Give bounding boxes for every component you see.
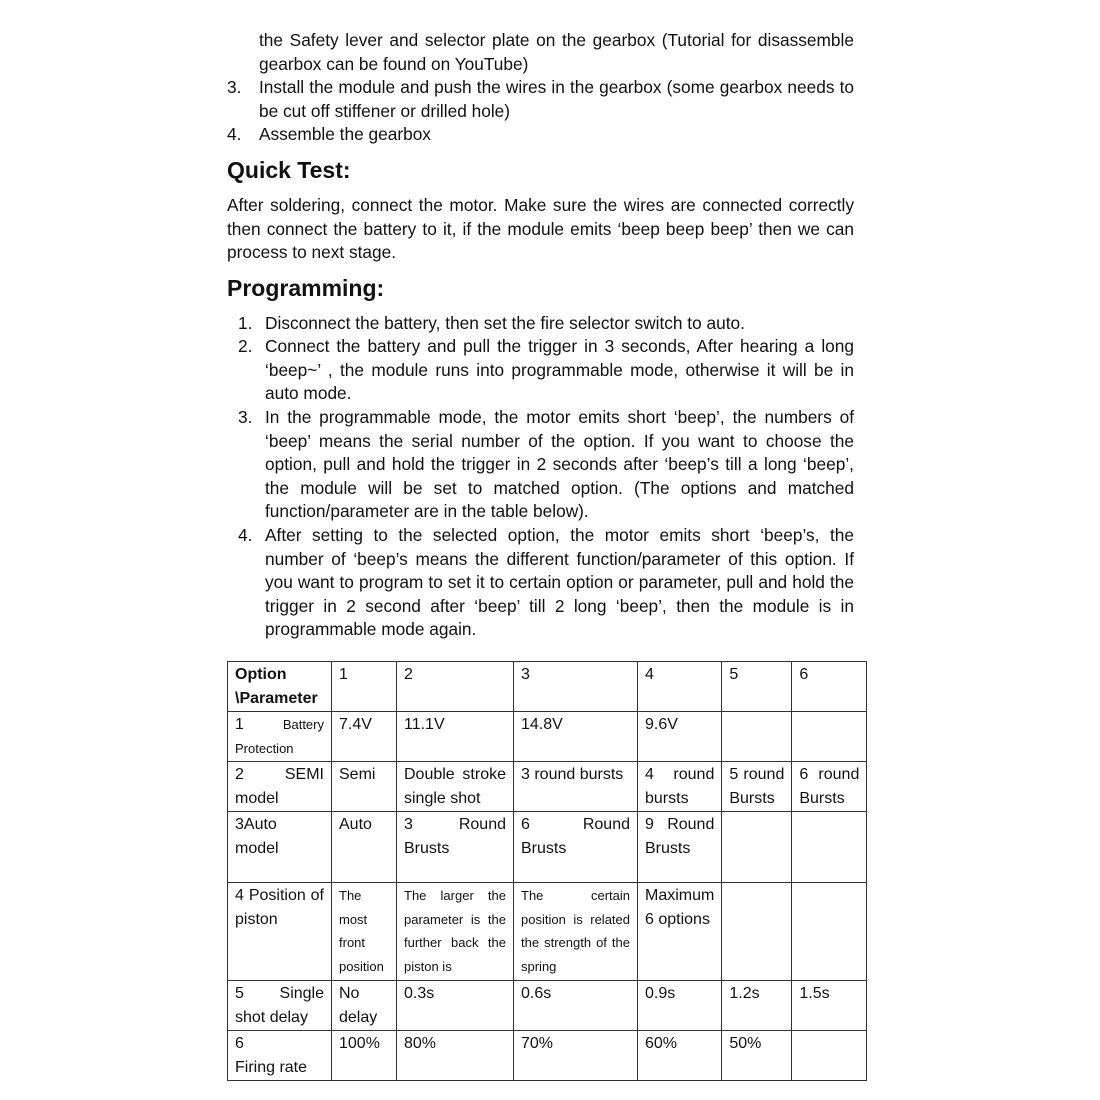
table-cell: 100% (332, 1031, 397, 1081)
table-cell: 0.9s (638, 981, 722, 1031)
option-cell (228, 762, 332, 812)
option-number: 6 (235, 1035, 244, 1052)
option-cell (228, 1031, 332, 1081)
table-cell: The most front position (332, 883, 397, 981)
table-cell (792, 712, 867, 762)
list-number: 2. (238, 336, 253, 356)
table-cell: Auto (332, 812, 397, 883)
header-cell: 1 (332, 662, 397, 712)
list-number: 4. (238, 525, 253, 545)
list-text: Install the module and push the wires in the gearbox (some gearbox needs to be cut off stiffener or drilled hole) (259, 77, 854, 121)
option-cell (228, 981, 332, 1031)
table-cell: 5 round Bursts (722, 762, 792, 812)
list-number: 3. (227, 77, 242, 97)
table-cell: 0.3s (397, 981, 514, 1031)
option-number: 1 (235, 716, 244, 733)
header-cell: Option \Parameter (228, 662, 332, 712)
option-label: Battery Protection (235, 717, 324, 756)
table-cell (722, 883, 792, 981)
list-text: Connect the battery and pull the trigger in 3 seconds, After hearing a long ‘beep~’ , the module runs into programmable mode, otherwise it will be in auto mode. (265, 336, 854, 403)
table-cell: 3 Round Brusts (397, 812, 514, 883)
table-cell: Double stroke single shot (397, 762, 514, 812)
quick-test-heading: Quick Test: (227, 157, 351, 183)
option-label: Position of piston (235, 887, 324, 928)
table-cell: The larger the parameter is the further back the piston is (397, 883, 514, 981)
table-cell (792, 812, 867, 883)
option-label: model (235, 839, 279, 857)
table-row (228, 812, 867, 883)
option-number: 2 (235, 766, 244, 783)
table-cell: 3 round bursts (514, 762, 638, 812)
table-cell (722, 712, 792, 762)
table-cell: 11.1V (397, 712, 514, 762)
list-item (227, 123, 854, 147)
table-cell (722, 812, 792, 883)
table-cell: 1.5s (792, 981, 867, 1031)
option-label: SEMI model (235, 766, 324, 807)
option-number: 4 (235, 887, 244, 904)
table-cell: Semi (332, 762, 397, 812)
table-cell: 1.2s (722, 981, 792, 1031)
header-cell: 2 (397, 662, 514, 712)
quick-test-body: After soldering, connect the motor. Make sure the wires are connected correctly then connect the battery to it, if the module emits ‘beep beep beep’ then we can process to next stage. (227, 195, 854, 262)
option-cell (228, 712, 332, 762)
list-item (227, 76, 854, 123)
table-cell: 4 round bursts (638, 762, 722, 812)
option-cell (228, 812, 332, 883)
table-cell: 7.4V (332, 712, 397, 762)
list-number: 1. (238, 313, 253, 333)
option-cell (228, 883, 332, 981)
table-cell (792, 1031, 867, 1081)
table-cell: 9.6V (638, 712, 722, 762)
header-cell: 5 (722, 662, 792, 712)
table-row (228, 981, 867, 1031)
table-header-row (228, 662, 867, 712)
table-row (228, 1031, 867, 1081)
header-cell: 6 (792, 662, 867, 712)
table-cell: 70% (514, 1031, 638, 1081)
programming-heading: Programming: (227, 275, 385, 301)
table-cell: 50% (722, 1031, 792, 1081)
list-text: Assemble the gearbox (259, 124, 431, 144)
list-text: In the programmable mode, the motor emits short ‘beep’, the numbers of ‘beep’ means the serial number of the option. If you want to choose the option, pull and hold the trigger in 2 seconds after ‘beep’s till a long ‘beep’, the module will be set to matched option. (The options and matched function/parameter are in the table below). (265, 407, 854, 521)
table-cell: 6 round Bursts (792, 762, 867, 812)
list-text: After setting to the selected option, the motor emits short ‘beep’s, the number of ‘beep’s means the different function/parameter of this option. If you want to program to set it to certain option or parameter, pull and hold the trigger in 2 second after ‘beep’ till 2 long ‘beep’, then the module is in programmable mode again. (265, 525, 854, 639)
table-row (228, 883, 867, 981)
table-cell: Maximum 6 options (638, 883, 722, 981)
option-number: 3Auto (235, 816, 277, 833)
table-cell (792, 883, 867, 981)
table-cell: 0.6s (514, 981, 638, 1031)
option-label: Single shot delay (235, 985, 324, 1026)
option-number: 5 (235, 985, 244, 1002)
header-cell: 4 (638, 662, 722, 712)
table-cell: 9 Round Brusts (638, 812, 722, 883)
table-row (228, 712, 867, 762)
table-cell: The certain position is related the strength of the spring (514, 883, 638, 981)
table-cell: 6 Round Brusts (514, 812, 638, 883)
table-cell: 14.8V (514, 712, 638, 762)
list-text: Disconnect the battery, then set the fire selector switch to auto. (265, 313, 745, 333)
list-number: 4. (227, 124, 242, 144)
list-number: 3. (238, 407, 253, 427)
intro-continuation: the Safety lever and selector plate on the gearbox (Tutorial for disassemble gearbox can be found on YouTube) (259, 30, 854, 74)
header-cell: 3 (514, 662, 638, 712)
option-label: Firing rate (235, 1058, 308, 1076)
options-table (227, 661, 867, 1081)
table-row (228, 762, 867, 812)
table-cell: 80% (397, 1031, 514, 1081)
table-cell: No delay (332, 981, 397, 1031)
table-cell: 60% (638, 1031, 722, 1081)
